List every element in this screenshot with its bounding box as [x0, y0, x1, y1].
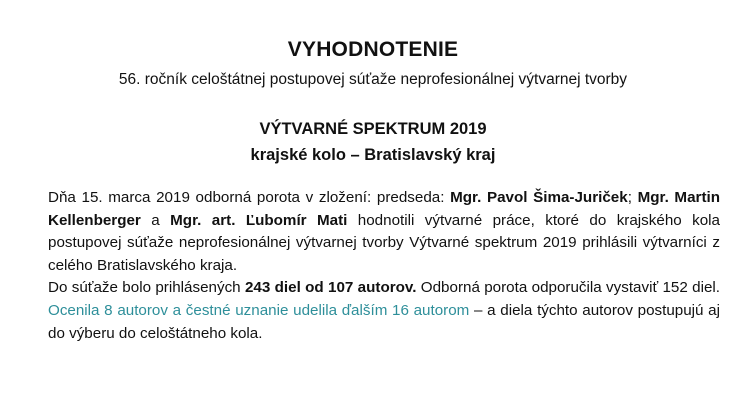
- results-awards-text: Ocenila 8 autorov a čestné uznanie udelila ďalším 16 autorom: [48, 301, 470, 319]
- results-rest-text: – a diela týchto autorov postupujú aj do výberu do celoštátneho kola.: [48, 301, 720, 342]
- event-name: VÝTVARNÉ SPEKTRUM 2019: [259, 120, 487, 138]
- jury-separator-1: ;: [627, 189, 638, 206]
- document-subtitle: 56. ročník celoštátnej postupovej súťaže neprofesionálnej výtvarnej tvorby: [118, 71, 628, 88]
- jury-chair-name: Mgr. Pavol Šima-Juriček: [450, 189, 628, 206]
- results-entries-count: 243 diel od 107 autorov.: [244, 279, 417, 297]
- jury-member-1-name: Mgr. Martin Kellenberger: [48, 189, 720, 229]
- jury-separator-2: a: [140, 211, 171, 229]
- jury-intro-text: Dňa 15. marca 2019 odborná porota v zložení: predseda:: [48, 189, 451, 206]
- results-mid-text: Odborná porota odporučila vystaviť 152 diel.: [416, 279, 721, 297]
- results-intro-text: Do súťaže bolo prihlásených: [48, 279, 245, 297]
- paragraph-jury: [48, 187, 720, 277]
- body-text: [48, 187, 720, 345]
- jury-member-2-name: Mgr. art. Ľubomír Mati: [170, 211, 348, 229]
- event-round: krajské kolo – Bratislavský kraj: [250, 146, 496, 164]
- paragraph-results: [48, 277, 720, 345]
- document-title: VYHODNOTENIE: [287, 38, 459, 61]
- jury-rest-text: hodnotili výtvarné práce, ktoré do krajského kola postupovej súťaže neprofesionálnej výtvarnej tvorby Výtvarné spektrum 2019 prihlásili výtvarníci z celého Bratislavského kraja.: [48, 211, 720, 274]
